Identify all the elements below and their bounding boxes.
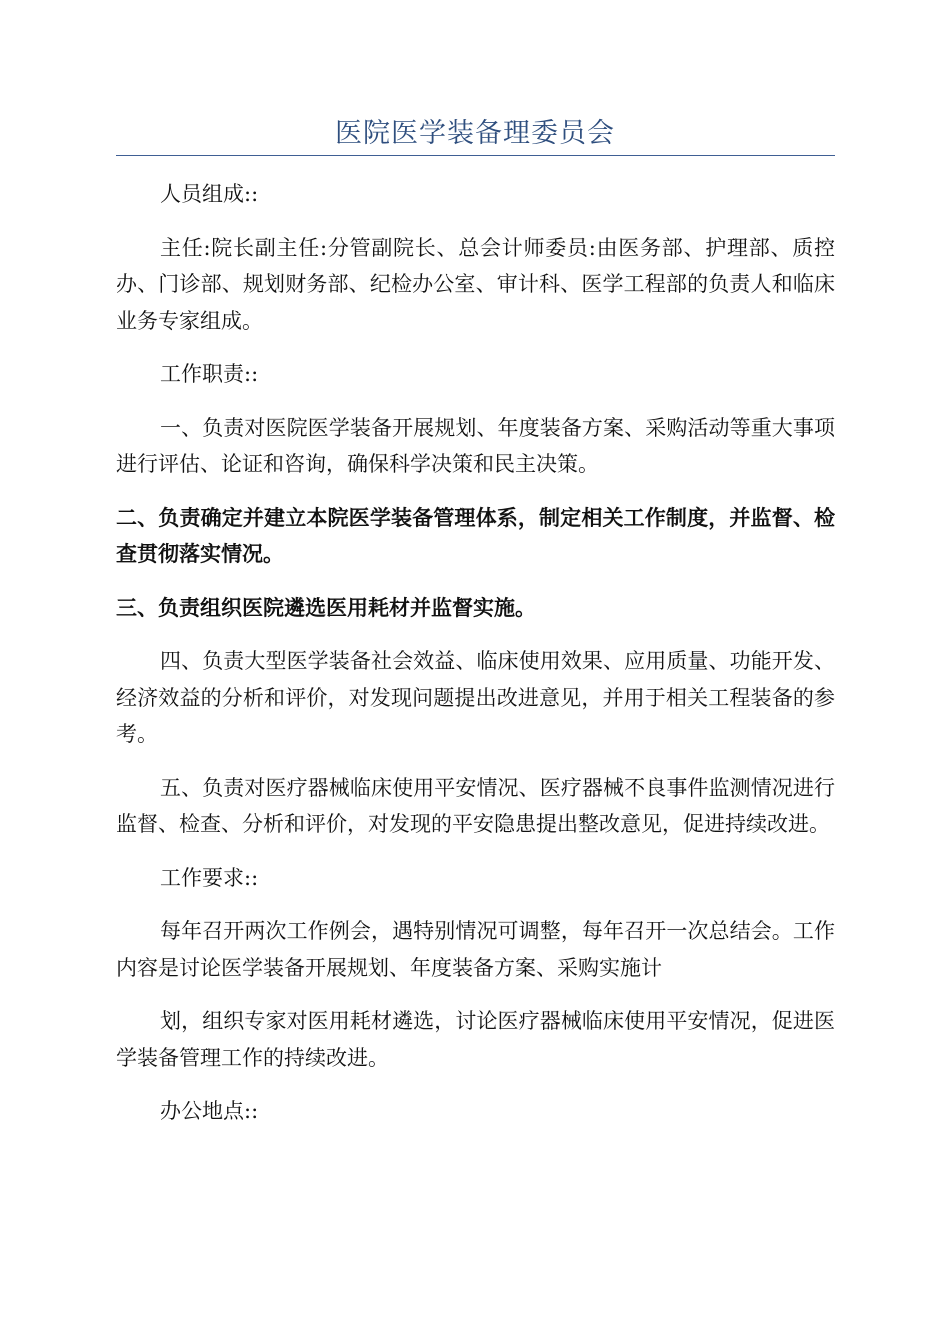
paragraph-duty-1: 一、负责对医院医学装备开展规划、年度装备方案、采购活动等重大事项进行评估、论证和咨询，确保科学决策和民主决策。 [116,415,835,476]
paragraph-requirements-2: 划，组织专家对医用耗材遴选，讨论医疗器械临床使用平安情况，促进医学装备管理工作的持续改进。 [116,1009,835,1070]
paragraph-duty-2: 二、负责确定并建立本院医学装备管理体系，制定相关工作制度，并监督、检查贯彻落实情况。 [116,504,835,566]
paragraph-duty-3: 三、负责组织医院遴选医用耗材并监督实施。 [116,594,536,620]
paragraph-requirements-1: 每年召开两次工作例会，遇特别情况可调整，每年召开一次总结会。工作内容是讨论医学装备开展规划、年度装备方案、采购实施计 [116,919,835,980]
paragraph-duty-5: 五、负责对医疗器械临床使用平安情况、医疗器械不良事件监测情况进行监督、检查、分析和评价，对发现的平安隐患提出整改意见，促进持续改进。 [116,775,835,836]
paragraph-requirements-heading: 工作要求:: [160,865,259,890]
document-body [116,176,835,1130]
paragraph-duties-heading: 工作职责:: [160,362,259,386]
paragraph-members-heading: 人员组成:: [160,182,259,206]
paragraph-members: 主任:院长副主任:分管副院长、总会计师委员:由医务部、护理部、质控办、门诊部、规划财务部、纪检办公室、审计科、医学工程部的负责人和临床业务专家组成。 [116,235,835,333]
document-title: 医院医学装备理委员会 [335,118,615,149]
paragraph-duty-4: 四、负责大型医学装备社会效益、临床使用效果、应用质量、功能开发、经济效益的分析和评价，对发现问题提出改进意见，并用于相关工程装备的参考。 [116,649,835,746]
title-underline [116,155,835,156]
paragraph-office-heading: 办公地点:: [160,1099,259,1123]
